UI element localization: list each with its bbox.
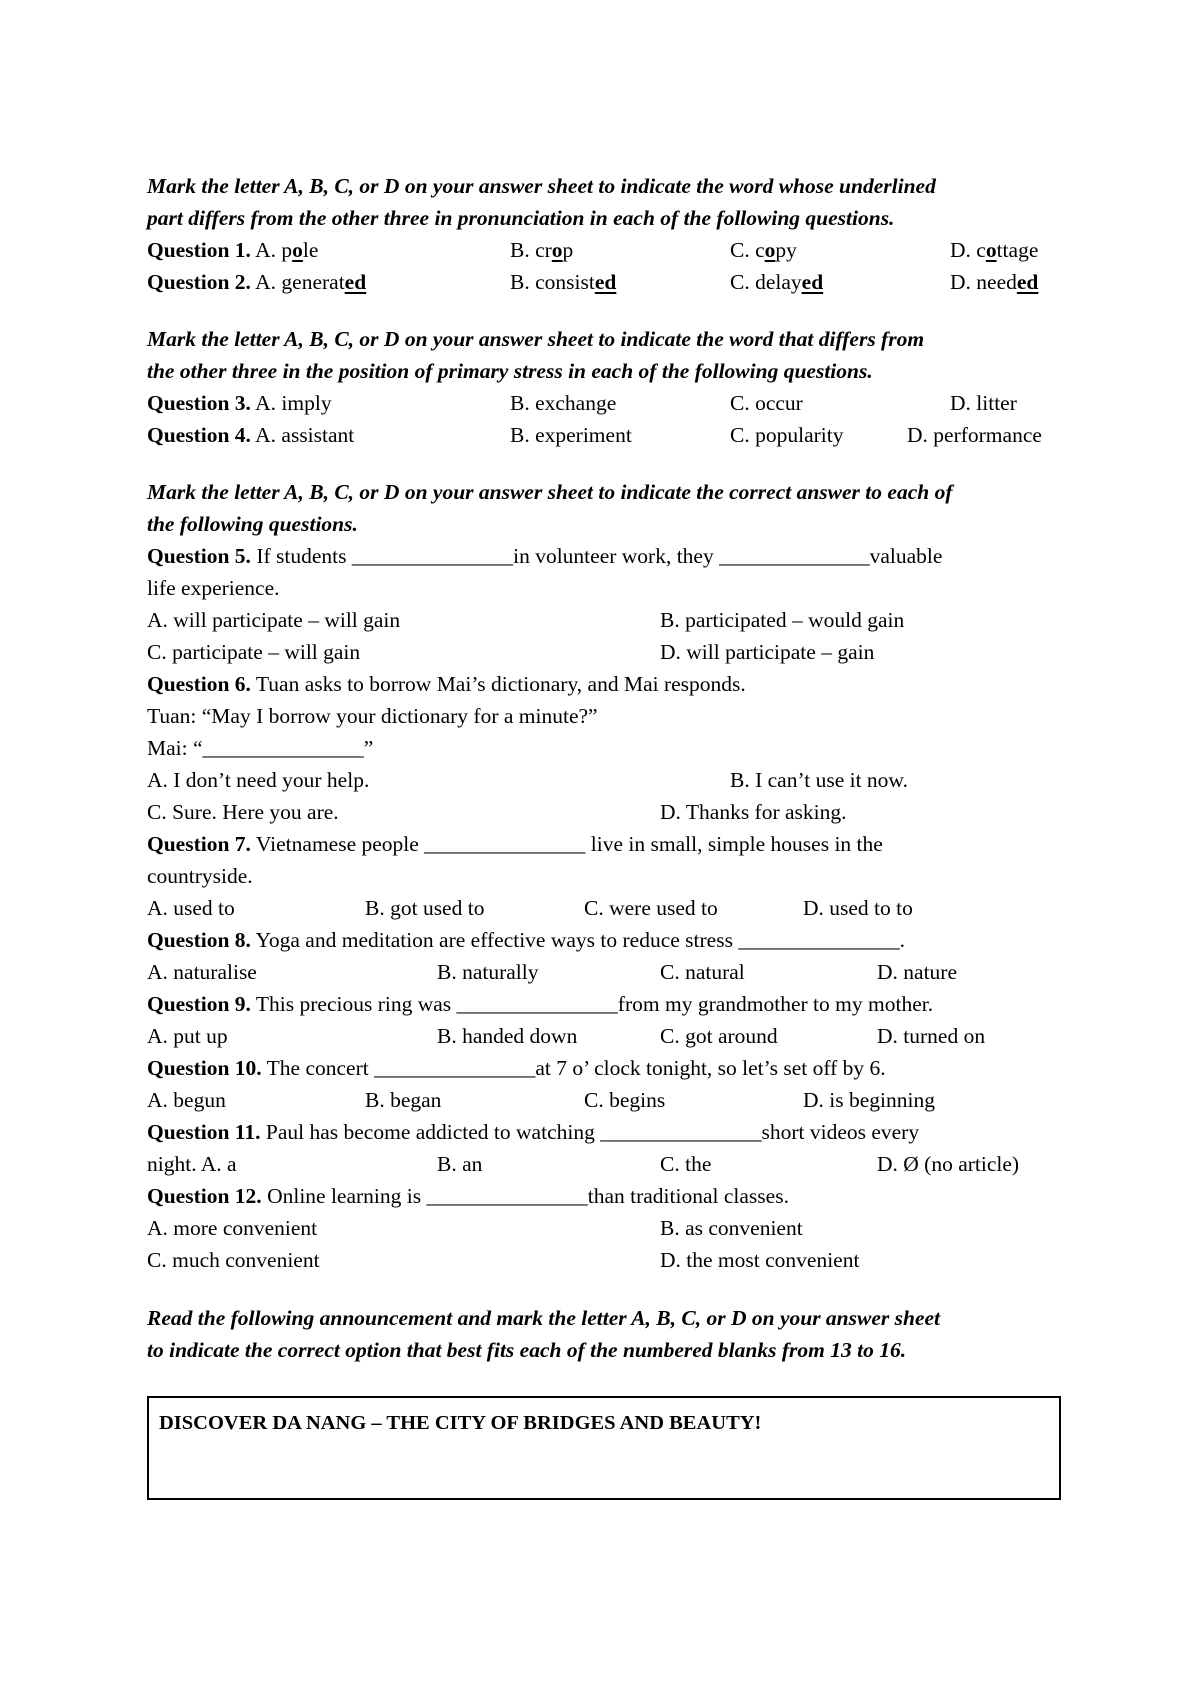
question-label: Question 7. [147, 832, 251, 856]
question-12-stem [147, 1180, 789, 1212]
option-b: B. crop [510, 238, 574, 262]
option-d: D. Thanks for asking. [660, 800, 847, 824]
option-a: A. put up [147, 1024, 228, 1048]
announcement-title: DISCOVER DA NANG – THE CITY OF BRIDGES AND BEAUTY! [159, 1412, 762, 1434]
question-5-stem-cont: life experience. [147, 576, 280, 600]
option-a: night. A. a [147, 1152, 237, 1176]
option-c: C. Sure. Here you are. [147, 800, 339, 824]
instruction-grammar-line2: the following questions. [147, 512, 358, 536]
option-a: A. generated [250, 270, 367, 294]
question-8-stem [147, 924, 905, 956]
option-c: C. copy [730, 238, 797, 262]
option-a: A. begun [147, 1088, 226, 1112]
question-text: The concert _______________at 7 o’ clock tonight, so let’s set off by 6. [261, 1056, 886, 1080]
option-d: D. used to to [803, 896, 913, 920]
option-d: D. will participate – gain [660, 640, 875, 664]
question-label: Question 4. [147, 423, 251, 447]
question-2 [147, 266, 1039, 298]
question-label: Question 6. [147, 672, 251, 696]
option-b: B. exchange [510, 391, 617, 415]
option-b: B. naturally [437, 960, 539, 984]
option-b: B. participated – would gain [660, 608, 905, 632]
option-b: B. consisted [510, 270, 617, 294]
question-11-options [147, 1148, 1020, 1180]
question-label: Question 10. [147, 1056, 262, 1080]
question-label: Question 9. [147, 992, 251, 1016]
question-7-stem-cont: countryside. [147, 864, 253, 888]
instruction-stress-line2: the other three in the position of primary stress in each of the following questions. [147, 359, 873, 383]
instruction-reading-line1: Read the following announcement and mark the letter A, B, C, or D on your answer sheet [147, 1306, 941, 1330]
option-a: A. assistant [250, 423, 355, 447]
option-b: B. I can’t use it now. [730, 768, 908, 792]
question-text: Yoga and meditation are effective ways to reduce stress _______________. [250, 928, 905, 952]
option-a: A. used to [147, 896, 235, 920]
option-b: B. handed down [437, 1024, 578, 1048]
option-b: B. an [437, 1152, 483, 1176]
question-7-stem [147, 828, 883, 860]
option-d: D. litter [950, 391, 1017, 415]
instruction-reading-line2: to indicate the correct option that best fits each of the numbered blanks from 13 to 16. [147, 1338, 907, 1362]
question-4 [147, 419, 1042, 451]
option-c: C. were used to [584, 896, 718, 920]
question-5-options-row1 [147, 604, 905, 636]
question-label: Question 3. [147, 391, 251, 415]
option-c: C. natural [660, 960, 745, 984]
question-text: Tuan asks to borrow Mai’s dictionary, and Mai responds. [250, 672, 746, 696]
option-d: D. turned on [877, 1024, 986, 1048]
option-b: B. as convenient [660, 1216, 803, 1240]
question-10-options [147, 1084, 935, 1116]
option-d: D. the most convenient [660, 1248, 860, 1272]
option-a: A. will participate – will gain [147, 608, 401, 632]
option-b: B. got used to [365, 896, 485, 920]
option-d: D. is beginning [803, 1088, 935, 1112]
question-9-options [147, 1020, 986, 1052]
question-label: Question 1. [147, 238, 251, 262]
question-3 [147, 387, 1017, 419]
option-a: A. imply [250, 391, 332, 415]
option-a: A. I don’t need your help. [147, 768, 370, 792]
option-d: D. cottage [950, 238, 1039, 262]
question-5-options-row2 [147, 636, 875, 668]
question-label: Question 11. [147, 1120, 261, 1144]
option-d: D. performance [907, 423, 1042, 447]
question-12-options-row2 [147, 1244, 860, 1276]
option-d: D. nature [877, 960, 957, 984]
option-c: C. participate – will gain [147, 640, 361, 664]
question-6-options-row2 [147, 796, 847, 828]
option-a: A. more convenient [147, 1216, 318, 1240]
question-label: Question 8. [147, 928, 251, 952]
option-c: C. begins [584, 1088, 666, 1112]
option-d: D. needed [950, 270, 1039, 294]
question-1 [147, 234, 1039, 266]
option-c: C. occur [730, 391, 803, 415]
option-a: A. naturalise [147, 960, 257, 984]
option-b: B. began [365, 1088, 442, 1112]
question-6-options-row1 [147, 764, 908, 796]
option-c: C. popularity [730, 423, 844, 447]
question-12-options-row1 [147, 1212, 803, 1244]
question-10-stem [147, 1052, 886, 1084]
option-d: D. Ø (no article) [877, 1152, 1020, 1176]
question-label: Question 2. [147, 270, 251, 294]
question-text: If students _______________in volunteer work, they ______________valuable [250, 544, 943, 568]
question-6-dialogue-tuan: Tuan: “May I borrow your dictionary for a minute?” [147, 704, 598, 728]
question-7-options [147, 892, 913, 924]
instruction-pronunciation-line2: part differs from the other three in pronunciation in each of the following questions. [147, 206, 895, 230]
option-c: C. delayed [730, 270, 824, 294]
question-text: Online learning is _______________than traditional classes. [261, 1184, 789, 1208]
question-11-stem [147, 1116, 919, 1148]
announcement-box [147, 1396, 1061, 1500]
question-text: Paul has become addicted to watching _______________short videos every [260, 1120, 920, 1144]
question-text: This precious ring was _______________from my grandmother to my mother. [250, 992, 934, 1016]
option-c: C. much convenient [147, 1248, 320, 1272]
instruction-stress-line1: Mark the letter A, B, C, or D on your answer sheet to indicate the word that differs from [147, 327, 925, 351]
option-c: C. got around [660, 1024, 778, 1048]
option-a: A. pole [250, 238, 319, 262]
option-b: B. experiment [510, 423, 632, 447]
question-label: Question 5. [147, 544, 251, 568]
question-6-dialogue-mai: Mai: “_______________” [147, 736, 374, 760]
question-label: Question 12. [147, 1184, 262, 1208]
question-9-stem [147, 988, 933, 1020]
question-6-stem [147, 668, 746, 700]
question-text: Vietnamese people _______________ live in small, simple houses in the [250, 832, 883, 856]
question-8-options [147, 956, 957, 988]
option-c: C. the [660, 1152, 712, 1176]
question-5-stem [147, 540, 942, 572]
instruction-pronunciation-line1: Mark the letter A, B, C, or D on your answer sheet to indicate the word whose underlined [147, 174, 936, 198]
instruction-grammar-line1: Mark the letter A, B, C, or D on your answer sheet to indicate the correct answer to each of [147, 480, 953, 504]
